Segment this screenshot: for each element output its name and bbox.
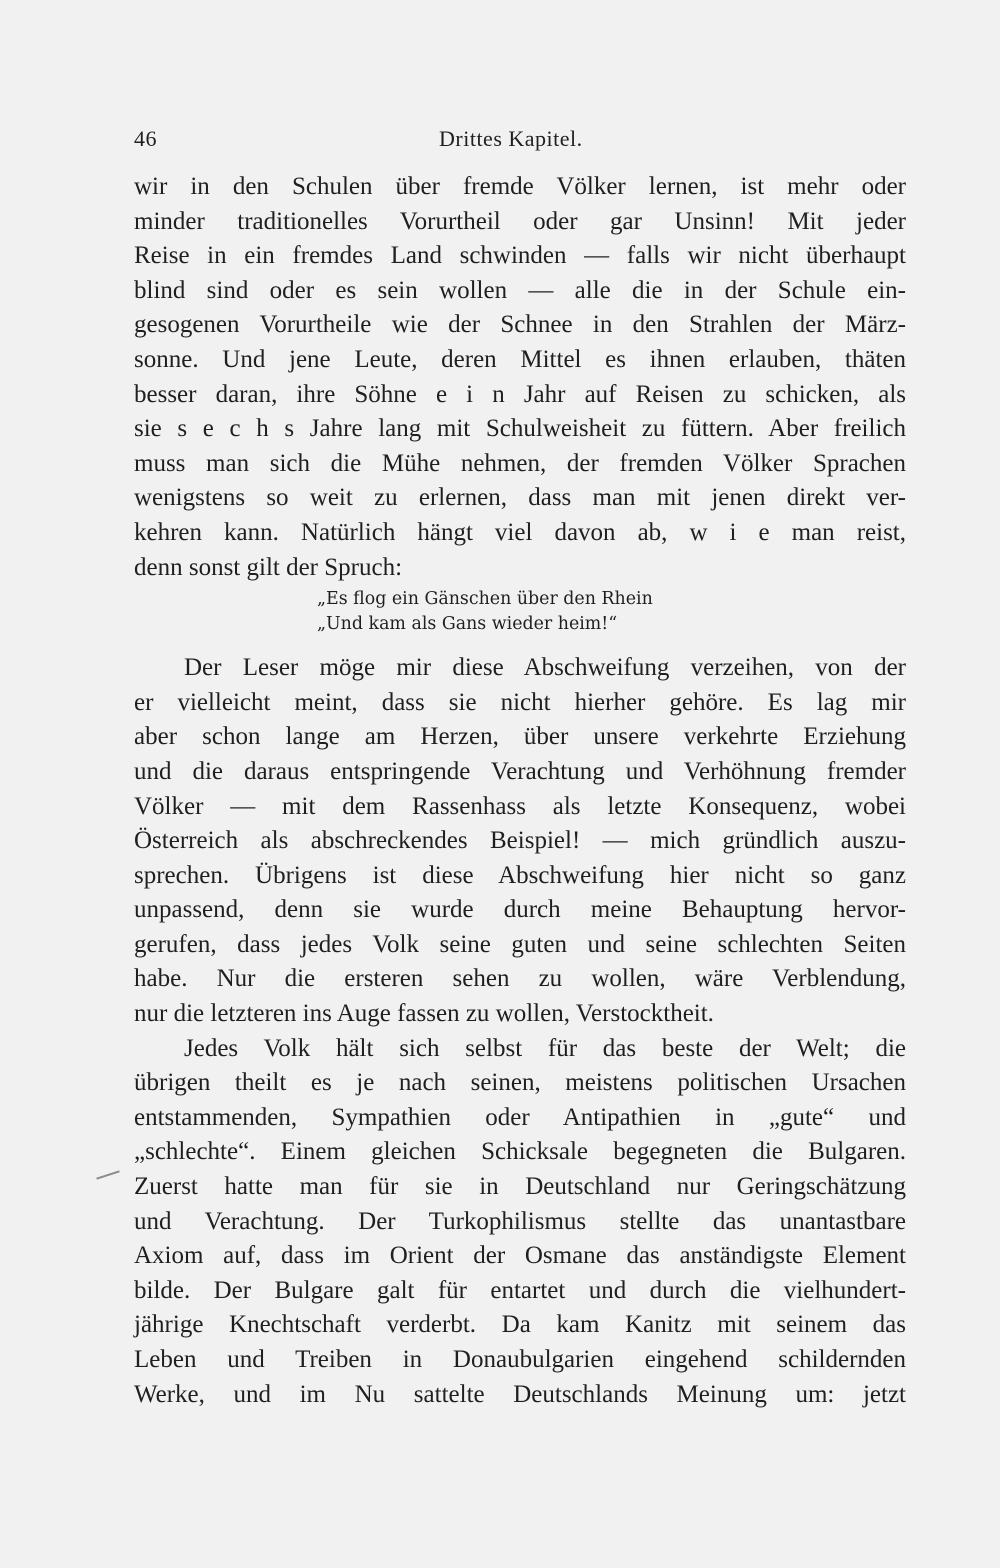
text-line: jährige Knechtschaft verderbt. Da kam Kanitz mit seinem das [134,1311,906,1339]
text-line: blind sind oder es sein wollen — alle die in der Schule ein- [134,276,906,304]
text-line: Reise in ein fremdes Land schwinden — falls wir nicht überhaupt [134,242,906,270]
text-line: und die daraus entspringende Verachtung und Verhöhnung fremder [134,757,906,785]
text-line: Zuerst hatte man für sie in Deutschland nur Geringschätzung [134,1173,906,1201]
text-line: Leben und Treiben in Donaubulgarien eingehend schildernden [134,1346,906,1373]
text-line: Jedes Volk hält sich selbst für das beste der Welt; die [184,1034,906,1062]
text-line: minder traditionelles Vorurtheil oder gar Unsinn! Mit jeder [134,207,906,235]
text-line: aber schon lange am Herzen, über unsere verkehrte Erziehung [134,723,906,751]
text-line: wenigstens so weit zu erlernen, dass man mit jenen direkt ver- [134,484,906,512]
text-line: sonne. Und jene Leute, deren Mittel es ihnen erlauben, thäten [134,345,906,373]
paragraph-3 [134,1032,906,1413]
text-line: kehren kann. Natürlich hängt viel davon ab, w i e man reist, [134,518,906,546]
page-header [134,120,906,156]
text-line: sie s e c h s Jahre lang mit Schulweisheit zu füttern. Aber freilich [134,415,906,443]
text-line: denn sonst gilt der Spruch: [134,553,403,581]
text-line: Werke, und im Nu sattelte Deutschlands Meinung um: jetzt [134,1380,906,1408]
verse-line: „Es flog ein Gänschen über den Rhein [317,589,653,610]
text-line: bilde. Der Bulgare galt für entartet und durch die vielhundert- [134,1276,906,1304]
text-line: Der Leser möge mir diese Abschweifung verzeihen, von der [184,654,906,682]
verse-line: „Und kam als Gans wieder heim!“ [317,614,618,635]
paragraph-2 [134,651,906,1032]
running-head: Drittes Kapitel. [439,126,583,151]
text-line: Axiom auf, dass im Orient der Osmane das anständigste Element [134,1242,906,1270]
text-line: habe. Nur die ersteren sehen zu wollen, wäre Verblendung, [134,965,906,993]
page-number: 46 [134,126,157,151]
text-line: er vielleicht meint, dass sie nicht hierher gehöre. Es lag mir [134,688,906,716]
text-line: gesogenen Vorurtheile wie der Schnee in den Strahlen der März- [134,311,906,339]
text-line: und Verachtung. Der Turkophilismus stellte das unantastbare [134,1207,906,1235]
text-line: Österreich als abschreckendes Beispiel! — mich gründlich auszu- [134,827,906,855]
text-line: besser daran, ihre Söhne e i n Jahr auf Reisen zu schicken, als [134,380,906,408]
text-line: muss man sich die Mühe nehmen, der fremden Völker Sprachen [134,449,906,477]
text-line: wir in den Schulen über fremde Völker lernen, ist mehr oder [134,173,906,200]
body-text [134,170,906,1412]
text-line: übrigen theilt es je nach seinen, meistens politischen Ursachen [134,1069,906,1097]
text-line: gerufen, dass jedes Volk seine guten und seine schlechten Seiten [134,930,906,958]
text-line: entstammenden, Sympathien oder Antipathien in „gute“ und [134,1103,906,1131]
text-line: nur die letzteren ins Auge fassen zu wollen, Verstocktheit. [134,1000,714,1028]
text-line: sprechen. Übrigens ist diese Abschweifung hier nicht so ganz [134,861,906,889]
verse-quote [134,585,906,651]
text-line: unpassend, denn sie wurde durch meine Behauptung hervor- [134,896,906,924]
margin-mark [96,1170,119,1179]
paragraph-1 [134,170,906,585]
text-line: Völker — mit dem Rassenhass als letzte Konsequenz, wobei [134,792,906,820]
text-line: „schlechte“. Einem gleichen Schicksale begegneten die Bulgaren. [134,1138,906,1166]
